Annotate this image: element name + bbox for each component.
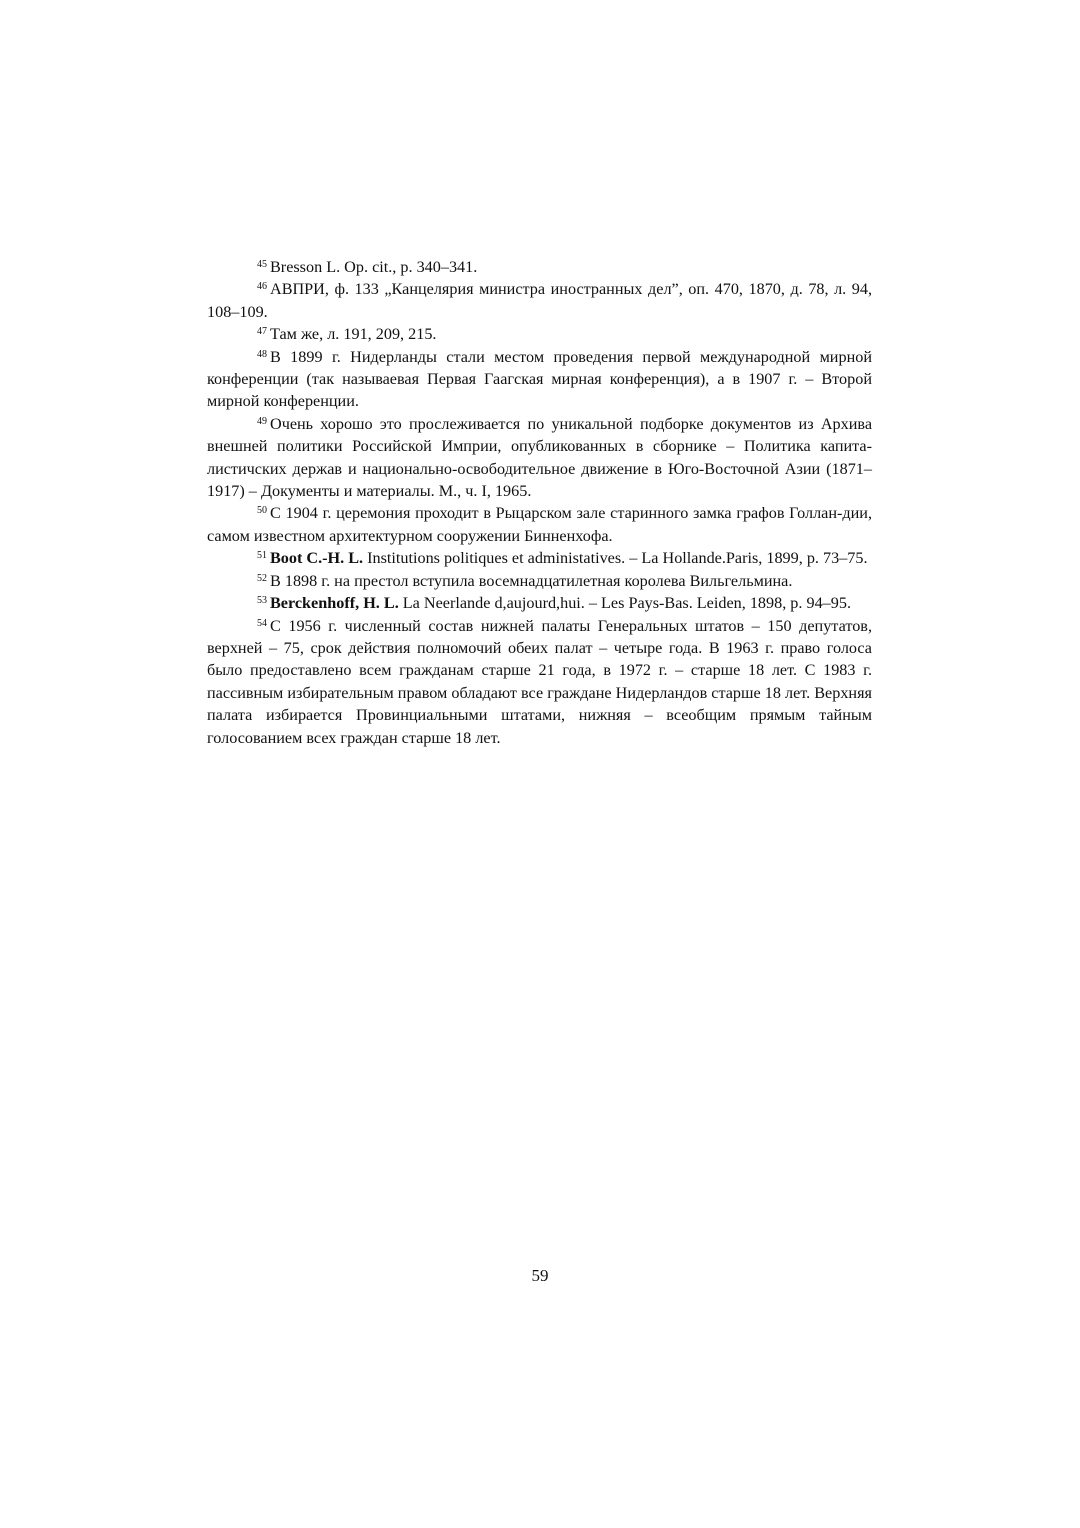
footnote-52: [207, 570, 872, 592]
footnote-number: 53: [257, 595, 267, 607]
footnote-50: [207, 502, 872, 547]
footnote-author: Berckenhoff, H. L.: [270, 594, 399, 613]
footnote-number: 45: [257, 259, 267, 270]
footnote-53: [207, 592, 872, 614]
footnote-author: Boot C.-H. L.: [270, 549, 364, 568]
footnote-text: В 1899 г. Нидерланды стали местом проведения первой международной мирной конференции (так называевая Первая Гаагская мирная конференция), а в 1907 г. – Второй мирной конференции.: [207, 347, 872, 411]
footnote-number: 54: [257, 617, 267, 629]
footnote-text: С 1904 г. церемония проходит в Рыцарском зале старинного замка графов Голлан-дии, самом известном архитектурном сооружении Бинненхофа.: [207, 504, 872, 545]
footnote-text: С 1956 г. численный состав нижней палаты Генеральных штатов – 150 депутатов, верхней – 75, срок действия полномочий обеих палат – четыре года. В 1963 г. право голоса было предоставлено всем гражданам старше 21 года, в 1972 г. – старше 18 лет. С 1983 г. пассивным избирательным правом обладают все граждане Нидерландов старше 18 лет. Верхняя палата избирается Провинциальными штатами, нижняя – всеобщим прямым тайным голосованием всех граждан старше 18 лет.: [207, 616, 872, 747]
footnote-number: 51: [257, 550, 267, 562]
footnote-47: [207, 323, 872, 345]
footnote-text: В 1898 г. на престол вступила восемнадцатилетная королева Вильгельмина.: [270, 571, 793, 590]
footnote-number: 46: [257, 281, 267, 293]
footnote-45: [207, 256, 872, 278]
footnote-number: 49: [257, 415, 267, 427]
footnote-text: Bresson L. Op. cit., p. 340–341.: [270, 258, 478, 276]
footnotes-block: [207, 256, 872, 749]
footnote-number: 52: [257, 572, 267, 584]
footnote-number: 47: [257, 326, 267, 338]
page-number: 59: [531, 1266, 549, 1285]
footnote-text: АВПРИ, ф. 133 „Канцелярия министра иностранных дел”, оп. 470, 1870, д. 78, л. 94, 108–109.: [207, 280, 872, 321]
footnote-text: La Neerlande d,aujourd,hui. – Les Pays-Bas. Leiden, 1898, p. 94–95.: [398, 594, 851, 613]
footnote-number: 48: [257, 348, 267, 360]
footnote-54: [207, 615, 872, 749]
footnote-text: Очень хорошо это прослеживается по уникальной подборке документов из Архива внешней политики Российской Имприи, опубликованных в сборнике – Политика капита-листичских держав и национально-освободительное движение в Юго-Восточной Азии (1871–1917) – Документы и материалы. М., ч. I, 1965.: [207, 414, 872, 501]
footnote-49: [207, 413, 872, 503]
footnote-51: [207, 547, 872, 569]
footnote-text: Там же, л. 191, 209, 215.: [270, 325, 437, 344]
footnote-text: Institutions politiques et administatives. – La Hollande.Paris, 1899, p. 73–75.: [363, 549, 868, 568]
footnote-48: [207, 346, 872, 413]
footnote-46: [207, 278, 872, 323]
footnote-number: 50: [257, 505, 267, 517]
